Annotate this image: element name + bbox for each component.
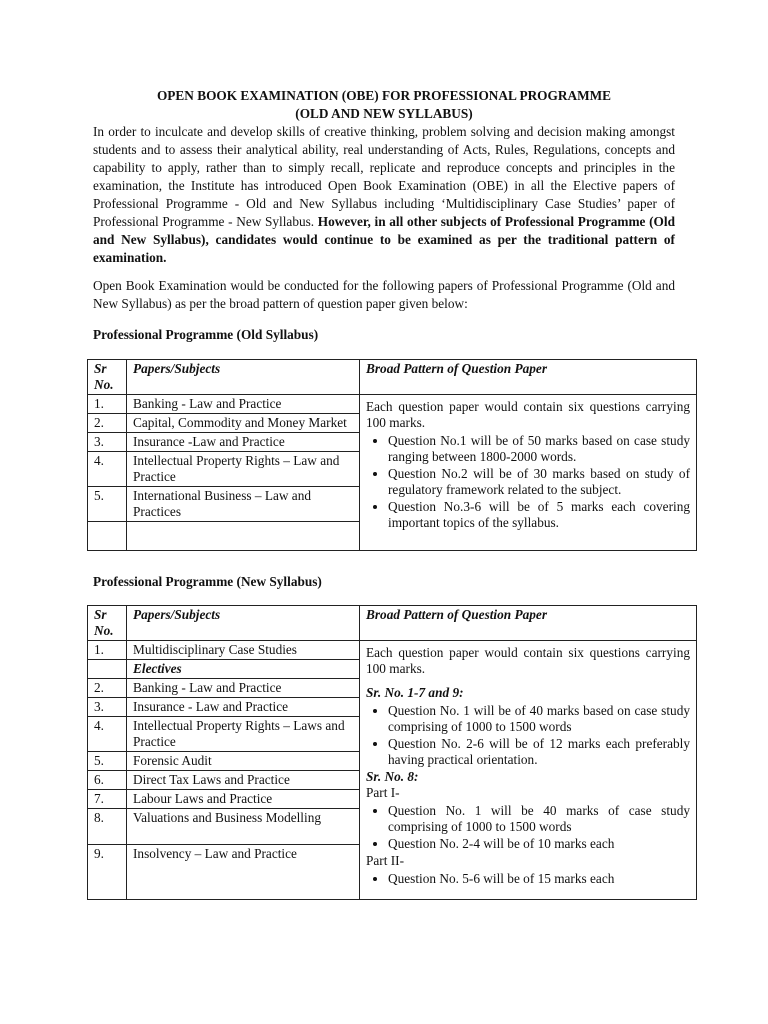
intro-bold-text: However, in all other subjects of Professional Programme (Old and New Syllabus), candidates would continue to be examined as per the traditional pattern of examination. bbox=[93, 214, 675, 265]
paper-cell: Insolvency – Law and Practice bbox=[127, 844, 360, 899]
sr-cell: 8. bbox=[88, 808, 127, 844]
pattern-bullet: • Question No. 2-4 will be of 10 marks each bbox=[388, 836, 690, 852]
header-sr: Sr No. bbox=[88, 360, 127, 395]
section-label: Sr. No. 1-7 and 9: bbox=[366, 684, 464, 700]
intro-text: In order to inculcate and develop skills of creative thinking, problem solving and decision making amongst students and to assess their analytical ability, real understanding of Acts, Rules, Regulations, concepts and capability to apply, rather than to simply recall, replicate and reproduce concepts and principles in the examination, the Institute has introduced Open Book Examination (OBE) in all the Elective papers of Professional Programme - Old and New Syllabus including ‘Multidisciplinary Case Studies’ paper of Professional Programme - New Syllabus. bbox=[93, 124, 675, 229]
sr-cell: 1. bbox=[88, 395, 127, 414]
paper-cell: Intellectual Property Rights – Laws and Practice bbox=[127, 716, 360, 751]
new-syllabus-table bbox=[87, 605, 697, 900]
paper-cell: Intellectual Property Rights – Law and Practice bbox=[127, 452, 360, 487]
header-pattern: Broad Pattern of Question Paper bbox=[360, 605, 697, 640]
paper-cell: Multidisciplinary Case Studies bbox=[127, 640, 360, 659]
section-label: Sr. No. 8: bbox=[366, 768, 419, 784]
sr-cell: 3. bbox=[88, 433, 127, 452]
document-title: OPEN BOOK EXAMINATION (OBE) FOR PROFESSIONAL PROGRAMME bbox=[156, 88, 612, 103]
sr-cell: 5. bbox=[88, 751, 127, 770]
pattern-bullet: • Question No. 5-6 will be of 15 marks each bbox=[388, 871, 690, 887]
sr-cell: 5. bbox=[88, 487, 127, 522]
sr-cell: 4. bbox=[88, 452, 127, 487]
pattern-cell bbox=[360, 640, 697, 899]
paper-cell: Direct Tax Laws and Practice bbox=[127, 770, 360, 789]
part-label: Part I- bbox=[366, 784, 400, 800]
sr-cell bbox=[88, 522, 127, 551]
new-syllabus-heading: Professional Programme (New Syllabus) bbox=[93, 574, 322, 590]
sr-cell: 1. bbox=[88, 640, 127, 659]
pattern-list bbox=[366, 871, 690, 887]
old-syllabus-heading: Professional Programme (Old Syllabus) bbox=[93, 327, 319, 343]
header-papers: Papers/Subjects bbox=[127, 605, 360, 640]
table-row bbox=[88, 640, 697, 659]
header-papers: Papers/Subjects bbox=[127, 360, 360, 395]
paper-cell: International Business – Law and Practices bbox=[127, 487, 360, 522]
part-label: Part II- bbox=[366, 852, 405, 868]
sr-cell: 2. bbox=[88, 414, 127, 433]
pattern-list bbox=[366, 433, 690, 531]
pattern-bullet: • Question No. 2-6 will be of 12 marks each preferably having practical orientation. bbox=[388, 736, 690, 768]
sr-cell: 2. bbox=[88, 678, 127, 697]
pattern-bullet: • Question No.1 will be of 50 marks based on case study ranging between 1800-2000 words. bbox=[388, 433, 690, 465]
paper-cell: Forensic Audit bbox=[127, 751, 360, 770]
intro-paragraph bbox=[93, 123, 675, 267]
table-row bbox=[88, 395, 697, 414]
table-header-row bbox=[88, 605, 697, 640]
header-sr: Sr No. bbox=[88, 605, 127, 640]
pattern-list bbox=[366, 803, 690, 852]
electives-label: Electives bbox=[127, 659, 360, 678]
paper-cell bbox=[127, 522, 360, 551]
document-page bbox=[93, 87, 690, 900]
header-pattern: Broad Pattern of Question Paper bbox=[360, 360, 697, 395]
pattern-cell bbox=[360, 395, 697, 551]
pattern-intro: Each question paper would contain six questions carrying 100 marks. bbox=[366, 644, 690, 676]
paper-cell: Labour Laws and Practice bbox=[127, 789, 360, 808]
conduct-paragraph: Open Book Examination would be conducted for the following papers of Professional Programme (Old and New Syllabus) as per the broad pattern of question paper given below: bbox=[93, 278, 675, 311]
sr-cell bbox=[88, 659, 127, 678]
pattern-bullet: • Question No. 1 will be of 40 marks based on case study comprising of 1000 to 1500 words bbox=[388, 703, 690, 735]
sr-cell: 9. bbox=[88, 844, 127, 899]
pattern-intro: Each question paper would contain six questions carrying 100 marks. bbox=[366, 399, 690, 431]
sr-cell: 6. bbox=[88, 770, 127, 789]
paper-cell: Insurance -Law and Practice bbox=[127, 433, 360, 452]
table-header-row bbox=[88, 360, 697, 395]
sr-cell: 7. bbox=[88, 789, 127, 808]
paper-cell: Banking - Law and Practice bbox=[127, 395, 360, 414]
paper-cell: Capital, Commodity and Money Market bbox=[127, 414, 360, 433]
pattern-bullet: • Question No.3-6 will be of 5 marks each covering important topics of the syllabus. bbox=[388, 499, 690, 531]
pattern-bullet: • Question No. 1 will be 40 marks of case study comprising of 1000 to 1500 words bbox=[388, 803, 690, 835]
old-syllabus-table bbox=[87, 359, 697, 551]
pattern-list bbox=[366, 703, 690, 768]
sr-cell: 3. bbox=[88, 697, 127, 716]
paper-cell: Insurance - Law and Practice bbox=[127, 697, 360, 716]
sr-cell: 4. bbox=[88, 716, 127, 751]
document-subtitle: (OLD AND NEW SYLLABUS) bbox=[295, 106, 473, 121]
pattern-bullet: • Question No.2 will be of 30 marks based on study of regulatory framework related to the subject. bbox=[388, 466, 690, 498]
paper-cell: Banking - Law and Practice bbox=[127, 678, 360, 697]
paper-cell: Valuations and Business Modelling bbox=[127, 808, 360, 844]
